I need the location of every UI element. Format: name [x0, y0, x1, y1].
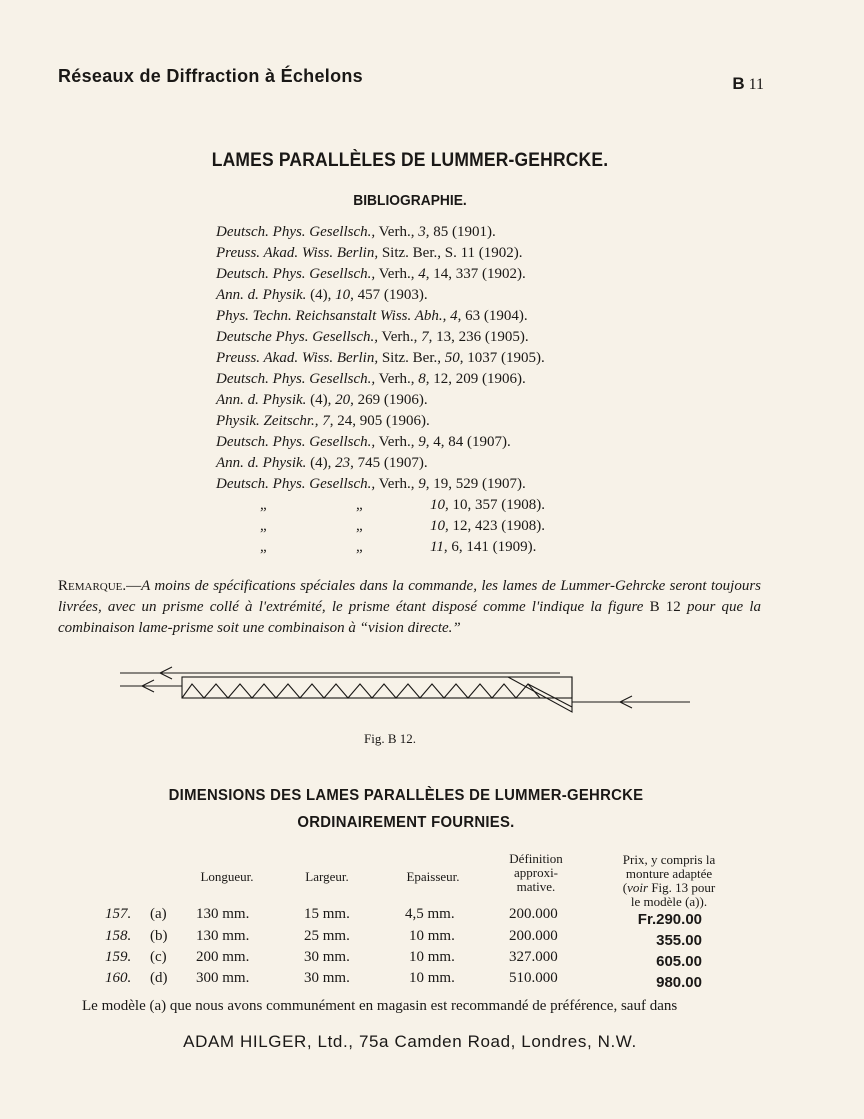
bib-tail: , 24, 905 (1906). — [329, 413, 430, 429]
bib-volume: 9 — [418, 434, 426, 450]
bib-detail: (4), — [306, 287, 336, 303]
bibliography-heading: BIBLIOGRAPHIE. — [353, 192, 467, 209]
prix-line-4: le modèle (a)). — [630, 894, 708, 909]
bib-source: Deutsche Phys. Gesellsch., — [216, 329, 379, 345]
cell-largeur: 30 mm. — [304, 949, 350, 965]
bib-detail: Verh., — [375, 476, 419, 492]
col-header-epaisseur: Epaisseur. — [406, 869, 460, 884]
bib-entry — [216, 285, 545, 306]
cell-epaisseur: 10 mm. — [409, 928, 455, 944]
page-title: LAMES PARALLÈLES DE LUMMER-GEHRCKE. — [211, 150, 609, 171]
bib-source: Ann. d. Physik. — [216, 392, 307, 408]
row-model: (b) — [150, 928, 168, 944]
cell-largeur: 15 mm. — [304, 906, 350, 922]
col-header-definition: Définition approxi- mative. — [509, 851, 563, 894]
bib-tail: , 4, 84 (1907). — [425, 434, 511, 450]
cell-definition: 200.000 — [509, 928, 558, 944]
bib-detail: (4), — [306, 392, 336, 408]
bib-entry — [216, 306, 545, 327]
bib-entry — [216, 474, 545, 495]
bib-detail: Sitz. Ber., S. 11 (1902). — [378, 245, 523, 261]
ditto-mark: „ — [260, 497, 267, 513]
bib-source: Preuss. Akad. Wiss. Berlin, — [216, 245, 379, 261]
remark-text-2: pour que la combinaison lame-prisme soit une combinaison à “vision directe.” — [58, 599, 761, 636]
cell-definition: 200.000 — [509, 906, 558, 922]
figure-caption: Fig. B 12. — [363, 731, 416, 746]
bib-entry — [216, 222, 545, 243]
bib-volume: 10 — [430, 497, 445, 513]
bib-source: Ann. d. Physik. — [216, 455, 307, 471]
bib-tail: , 85 (1901). — [425, 224, 496, 240]
bib-entry — [216, 390, 545, 411]
table-subtitle: ORDINAIREMENT FOURNIES. — [297, 814, 515, 831]
cell-epaisseur: 4,5 mm. — [405, 906, 455, 922]
col-header-longueur: Longueur. — [200, 869, 254, 884]
plate-prism-diagram — [112, 662, 692, 718]
bib-detail: Verh., — [375, 224, 419, 240]
remark-dash: — — [126, 578, 142, 594]
bib-detail: Verh., — [375, 371, 419, 387]
bib-detail: Verh., — [375, 434, 419, 450]
bib-entry — [216, 264, 545, 285]
ditto-mark: „ — [260, 518, 267, 534]
bib-tail: , 6, 141 (1909). — [443, 539, 537, 555]
bib-tail: , 745 (1907). — [350, 455, 428, 471]
cell-largeur: 25 mm. — [304, 928, 350, 944]
cell-longueur: 130 mm. — [196, 928, 250, 944]
running-header: Réseaux de Diffraction à Échelons — [58, 66, 363, 86]
remark-fig-ref: B 12 — [643, 599, 687, 615]
bib-volume: 3 — [418, 224, 426, 240]
bib-detail: (4), — [306, 455, 336, 471]
ditto-mark: „ — [356, 497, 363, 513]
bib-detail: Verh., — [375, 266, 419, 282]
prism-face — [528, 684, 572, 707]
ditto-mark: „ — [356, 518, 363, 534]
bib-entry-continued — [216, 495, 545, 516]
cell-prix: 355.00 — [656, 932, 702, 949]
bib-source: Ann. d. Physik. — [216, 287, 307, 303]
bib-tail: , 13, 236 (1905). — [428, 329, 529, 345]
page-num: 11 — [748, 76, 764, 93]
bib-entry-continued — [216, 516, 545, 537]
prix-line-1: Prix, y compris la — [622, 852, 716, 867]
row-number: 160. — [105, 970, 132, 986]
bib-source: Phys. Techn. Reichsanstalt Wiss. Abh., — [216, 308, 447, 324]
bib-entry — [216, 348, 545, 369]
bib-volume: 4 — [418, 266, 426, 282]
bib-entry — [216, 327, 545, 348]
bib-source: Deutsch. Phys. Gesellsch., — [216, 476, 376, 492]
zigzag-reflections — [182, 684, 540, 698]
remark-paragraph — [58, 576, 761, 639]
cell-definition: 510.000 — [509, 970, 558, 986]
bib-tail: , 10, 357 (1908). — [445, 497, 545, 513]
bib-tail: , 457 (1903). — [350, 287, 428, 303]
cell-definition: 327.000 — [509, 949, 558, 965]
row-number: 159. — [105, 949, 132, 965]
bib-entry — [216, 369, 545, 390]
row-model: (a) — [150, 906, 167, 922]
cell-prix: Fr.290.00 — [637, 911, 702, 928]
remark-label: Remarque. — [58, 578, 127, 594]
bib-volume: 7 — [322, 413, 330, 429]
bib-volume: 20 — [335, 392, 351, 408]
bib-tail: , 12, 423 (1908). — [445, 518, 545, 534]
cell-epaisseur: 10 mm. — [409, 970, 455, 986]
bib-volume: 9 — [418, 476, 426, 492]
bib-entry — [216, 411, 545, 432]
bib-tail: , 269 (1906). — [350, 392, 428, 408]
page-number — [732, 74, 764, 94]
bib-volume: 10 — [430, 518, 445, 534]
bib-tail: , 12, 209 (1906). — [425, 371, 526, 387]
cell-prix: 605.00 — [656, 953, 702, 970]
section-letter: B — [732, 74, 745, 93]
row-model: (d) — [150, 970, 168, 986]
row-number: 158. — [105, 928, 132, 944]
bib-source: Preuss. Akad. Wiss. Berlin, — [216, 350, 379, 366]
bib-source: Deutsch. Phys. Gesellsch., — [216, 266, 376, 282]
bib-tail: , 1037 (1905). — [459, 350, 545, 366]
bib-volume: 23 — [335, 455, 351, 471]
row-number: 157. — [105, 906, 132, 922]
bib-entry — [216, 453, 545, 474]
table-title: DIMENSIONS DES LAMES PARALLÈLES DE LUMMER-GEHRCKE — [168, 787, 644, 804]
prism — [508, 677, 572, 712]
bib-volume: 10 — [335, 287, 351, 303]
bib-source: Deutsch. Phys. Gesellsch., — [216, 371, 376, 387]
bib-detail: Verh., — [378, 329, 422, 345]
cell-epaisseur: 10 mm. — [409, 949, 455, 965]
bib-entry — [216, 432, 545, 453]
bib-volume: 11 — [430, 539, 444, 555]
bib-entry-continued — [216, 537, 545, 558]
cell-longueur: 200 mm. — [196, 949, 250, 965]
prix-line-2: monture adaptée — [625, 866, 713, 881]
bib-source: Deutsch. Phys. Gesellsch., — [216, 434, 376, 450]
bib-detail: Sitz. Ber., — [378, 350, 445, 366]
bib-volume: 4 — [450, 308, 458, 324]
bib-volume: 7 — [421, 329, 429, 345]
bib-entry — [216, 243, 545, 264]
cell-longueur: 130 mm. — [196, 906, 250, 922]
bib-source: Physik. Zeitschr., — [216, 413, 319, 429]
cell-largeur: 30 mm. — [304, 970, 350, 986]
ditto-mark: „ — [260, 539, 267, 555]
bib-tail: , 63 (1904). — [457, 308, 528, 324]
col-header-largeur: Largeur. — [305, 869, 349, 884]
cell-longueur: 300 mm. — [196, 970, 250, 986]
bibliography-list — [216, 222, 545, 558]
prix-line-3: (voir Fig. 13 pour — [622, 880, 716, 895]
row-model: (c) — [150, 949, 167, 965]
cell-prix: 980.00 — [656, 974, 702, 991]
bib-source: Deutsch. Phys. Gesellsch., — [216, 224, 376, 240]
bib-tail: , 19, 529 (1907). — [425, 476, 526, 492]
ditto-mark: „ — [356, 539, 363, 555]
footer-note: Le modèle (a) que nous avons communément en magasin est recommandé de préférence, sauf dans — [82, 998, 678, 1014]
bib-volume: 8 — [418, 371, 426, 387]
publisher-imprint: ADAM HILGER, Ltd., 75a Camden Road, Londres, N.W. — [183, 1032, 637, 1051]
bib-volume: 50 — [444, 350, 460, 366]
bib-tail: , 14, 337 (1902). — [425, 266, 526, 282]
remark-text-1: A moins de spécifications spéciales dans la commande, les lames de Lummer-Gehrcke seront toujours livrées, avec un prisme collé à l'extrémité, le prisme étant disposé comme l'indique la figure — [58, 578, 761, 615]
col-header-prix — [604, 853, 734, 909]
